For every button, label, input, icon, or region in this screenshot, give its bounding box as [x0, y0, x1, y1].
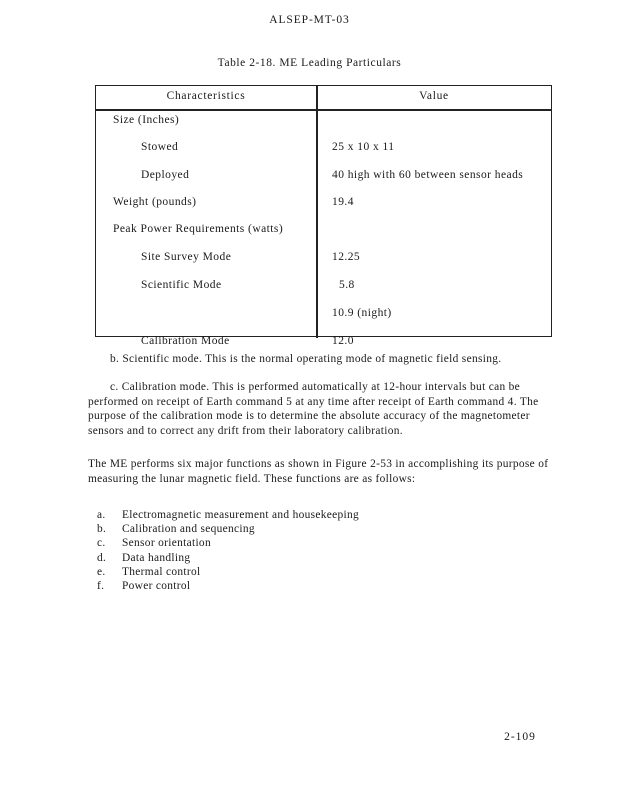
list-item-label: Power control — [122, 580, 191, 593]
list-item-marker: e. — [97, 565, 106, 578]
table-row-label: Deployed — [141, 169, 190, 181]
table-row-value: 40 high with 60 between sensor heads — [332, 169, 524, 181]
table-row-label: Size (Inches) — [113, 114, 180, 126]
list-item-label: Calibration and sequencing — [122, 523, 255, 536]
list-item-label: Thermal control — [122, 565, 201, 578]
list-item — [97, 579, 517, 593]
list-item-marker: f. — [97, 580, 105, 593]
list-item-marker: d. — [97, 551, 107, 564]
running-head: ALSEP-MT-03 — [269, 14, 350, 26]
table-row-value: 5.8 — [339, 279, 355, 291]
function-list — [97, 508, 517, 593]
table-caption: Table 2-18. ME Leading Particulars — [217, 57, 402, 69]
paragraph-scientific-mode: b. Scientific mode. This is the normal operating mode of magnetic field sensing. — [110, 353, 502, 365]
list-item — [97, 536, 517, 550]
list-item — [97, 522, 517, 536]
table-row-label: Site Survey Mode — [141, 251, 232, 263]
table-row-value: 19.4 — [332, 196, 354, 208]
paragraph-me-functions: The ME performs six major functions as shown in Figure 2-53 in accomplishing its purpose of measuring the lunar magnetic field. These functions are as follows: — [88, 458, 549, 485]
table-row-value: 25 x 10 x 11 — [332, 141, 395, 153]
list-item-marker: b. — [97, 523, 107, 536]
list-item — [97, 565, 517, 579]
table-row-label: Scientific Mode — [141, 279, 222, 291]
leading-particulars-table — [95, 85, 552, 347]
table-row-label: Calibration Mode — [141, 335, 230, 347]
table-row-label: Peak Power Requirements (watts) — [113, 223, 284, 235]
table-row-value: 10.9 (night) — [332, 307, 392, 319]
list-item-marker: a. — [97, 509, 106, 521]
paragraph-calibration-mode: c. Calibration mode. This is performed automatically at 12-hour intervals but can be performed on receipt of Earth command 5 at any time after receipt of Earth command 4. The purpose of the calibration mode is to determine the absolute accuracy of the magnetometer sensors and to correct any drift from their laboratory calibration. — [88, 381, 539, 437]
page-number: 2-109 — [504, 731, 536, 743]
table-column-divider — [316, 86, 318, 338]
list-item-label: Electromagnetic measurement and housekeeping — [122, 509, 360, 521]
table-row-value: 12.25 — [332, 251, 361, 263]
column-header-value: Value — [419, 90, 449, 102]
table-row-label: Weight (pounds) — [113, 196, 197, 208]
list-item — [97, 551, 517, 565]
column-header-characteristics: Characteristics — [166, 90, 246, 102]
list-item-marker: c. — [97, 537, 106, 550]
list-item-label: Data handling — [122, 551, 191, 564]
table-row-label: Stowed — [141, 141, 179, 153]
list-item — [97, 508, 517, 522]
list-item-label: Sensor orientation — [122, 537, 211, 550]
table-row-value: 12.0 — [332, 335, 354, 347]
table-header-divider — [96, 109, 551, 111]
